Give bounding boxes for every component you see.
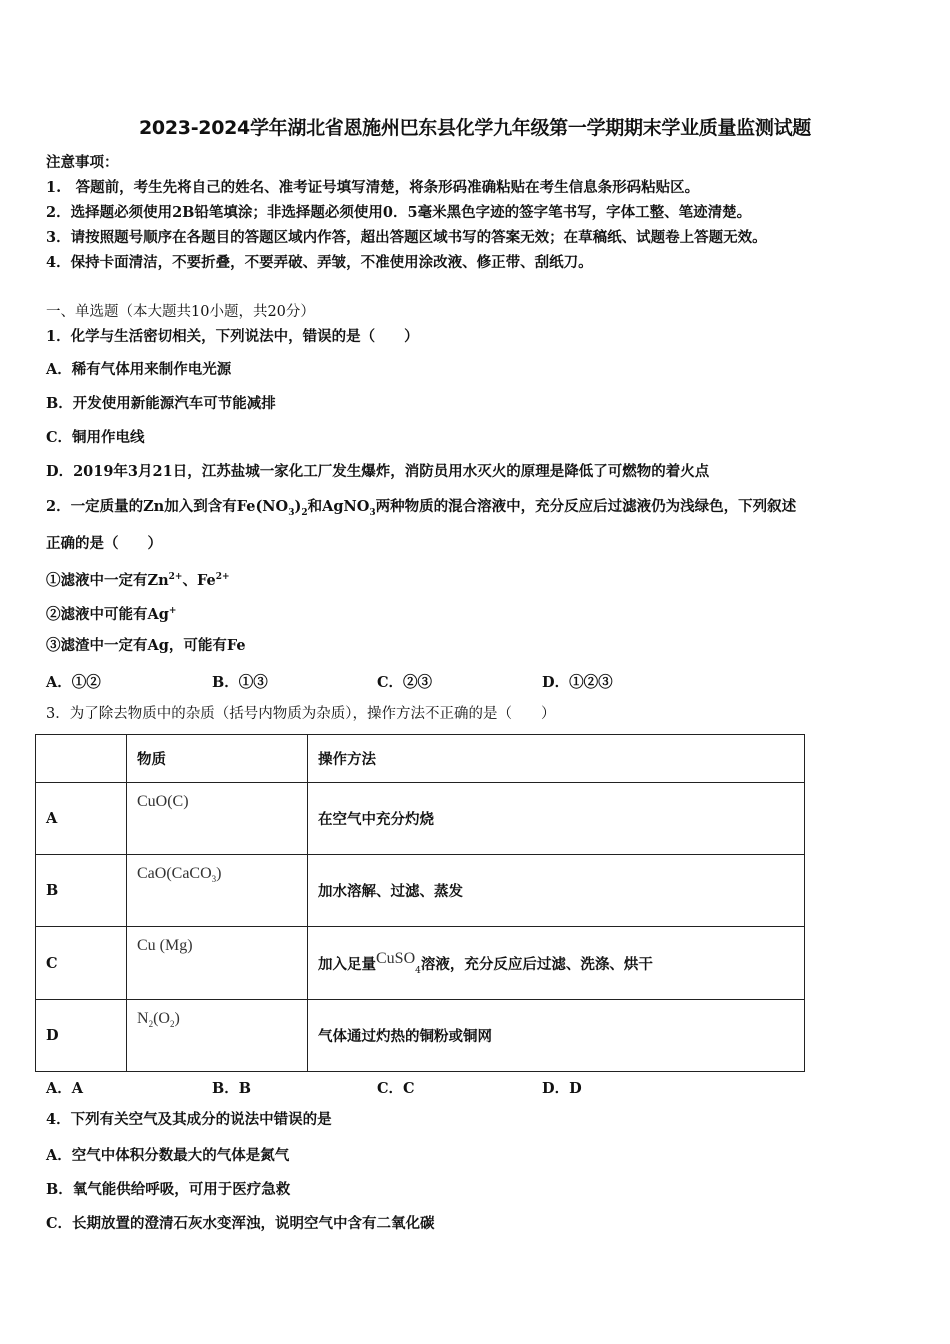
q4-stem: 4．下列有关空气及其成分的说法中错误的是 xyxy=(46,1111,332,1128)
q1-stem: 1．化学与生活密切相关，下列说法中，错误的是（ ） xyxy=(46,328,419,345)
row-substance: Cu (Mg) xyxy=(127,927,308,1000)
q2-option-d: D．①②③ xyxy=(542,674,613,691)
row-label: D xyxy=(36,1000,127,1072)
page-title: 2023-2024学年湖北省恩施州巴东县化学九年级第一学期期末学业质量监测试题 xyxy=(139,117,811,139)
q2-statement-3: ③滤渣中一定有Ag，可能有Fe xyxy=(46,637,246,654)
table-row xyxy=(36,1000,805,1072)
table-header-cell xyxy=(36,735,127,783)
row-method: 在空气中充分灼烧 xyxy=(308,783,805,855)
section-heading: 一、单选题（本大题共10小题，共20分） xyxy=(46,304,315,320)
q3-option-c: C．C xyxy=(377,1080,415,1097)
q4-option-b: B．氧气能供给呼吸，可用于医疗急救 xyxy=(46,1181,291,1198)
q1-option-c: C．铜用作电线 xyxy=(46,429,145,446)
row-substance: CuO(C) xyxy=(127,783,308,855)
q4-option-c: C．长期放置的澄清石灰水变浑浊，说明空气中含有二氧化碳 xyxy=(46,1215,435,1232)
row-label: B xyxy=(36,855,127,927)
notice-item-1: 1. 答题前，考生先将自己的姓名、准考证号填写清楚，将条形码准确粘贴在考生信息条形码粘贴区。 xyxy=(46,179,700,196)
q3-stem: 3．为了除去物质中的杂质（括号内物质为杂质），操作方法不正确的是（ ） xyxy=(46,706,556,722)
q3-option-d: D．D xyxy=(542,1080,582,1097)
table-header-method: 操作方法 xyxy=(308,735,805,783)
row-label: C xyxy=(36,927,127,1000)
q2-option-b: B．①③ xyxy=(212,674,268,691)
q2-stem-continued: 正确的是（ ） xyxy=(46,535,162,552)
q1-option-b: B．开发使用新能源汽车可节能减排 xyxy=(46,395,276,412)
table-row xyxy=(36,927,805,1000)
q1-option-a: A．稀有气体用来制作电光源 xyxy=(46,361,232,378)
row-method: 加入足量CuSO$_4$溶液，充分反应后过滤、洗涤、烘干 xyxy=(308,927,805,1000)
q1-option-d: D．2019年3月21日，江苏盐城一家化工厂发生爆炸，消防员用水灭火的原理是降低了可燃物的着火点 xyxy=(46,463,710,480)
row-method: 气体通过灼热的铜粉或铜网 xyxy=(308,1000,805,1072)
row-label: A xyxy=(36,783,127,855)
row-substance: $N_2(O_2)$ xyxy=(127,1000,308,1072)
q3-table xyxy=(35,734,805,1072)
notice-heading: 注意事项： xyxy=(46,154,119,171)
q3-option-a: A．A xyxy=(46,1080,84,1097)
row-method: 加水溶解、过滤、蒸发 xyxy=(308,855,805,927)
q4-option-a: A．空气中体积分数最大的气体是氮气 xyxy=(46,1147,290,1164)
notice-item-4: 4．保持卡面清洁，不要折叠，不要弄破、弄皱，不准使用涂改液、修正带、刮纸刀。 xyxy=(46,254,593,271)
table-header-row xyxy=(36,735,805,783)
q2-stem: 2．一定质量的Zn加入到含有$Fe(NO_3)_2$和AgNO$_3$两种物质的混合溶液中，充分反应后过滤液仍为浅绿色，下列叙述 xyxy=(46,498,797,518)
notice-item-2: 2．选择题必须使用2B铅笔填涂；非选择题必须使用0．5毫米黑色字迹的签字笔书写，字体工整、笔迹清楚。 xyxy=(46,204,752,221)
table-row xyxy=(36,783,805,855)
table-row xyxy=(36,855,805,927)
q2-option-a: A．①② xyxy=(46,674,101,691)
q3-option-b: B．B xyxy=(212,1080,252,1097)
row-substance: CaO(CaCO$_3$) xyxy=(127,855,308,927)
q2-statement-2: ②滤液中可能有Ag+ xyxy=(46,605,177,623)
notice-item-3: 3．请按照题号顺序在各题目的答题区域内作答，超出答题区域书写的答案无效；在草稿纸、试题卷上答题无效。 xyxy=(46,229,767,246)
table-header-substance: 物质 xyxy=(127,735,308,783)
q2-option-c: C．②③ xyxy=(377,674,433,691)
q2-statement-1: ①滤液中一定有$Zn^{2+}$、$Fe^{2+}$ xyxy=(46,571,230,589)
